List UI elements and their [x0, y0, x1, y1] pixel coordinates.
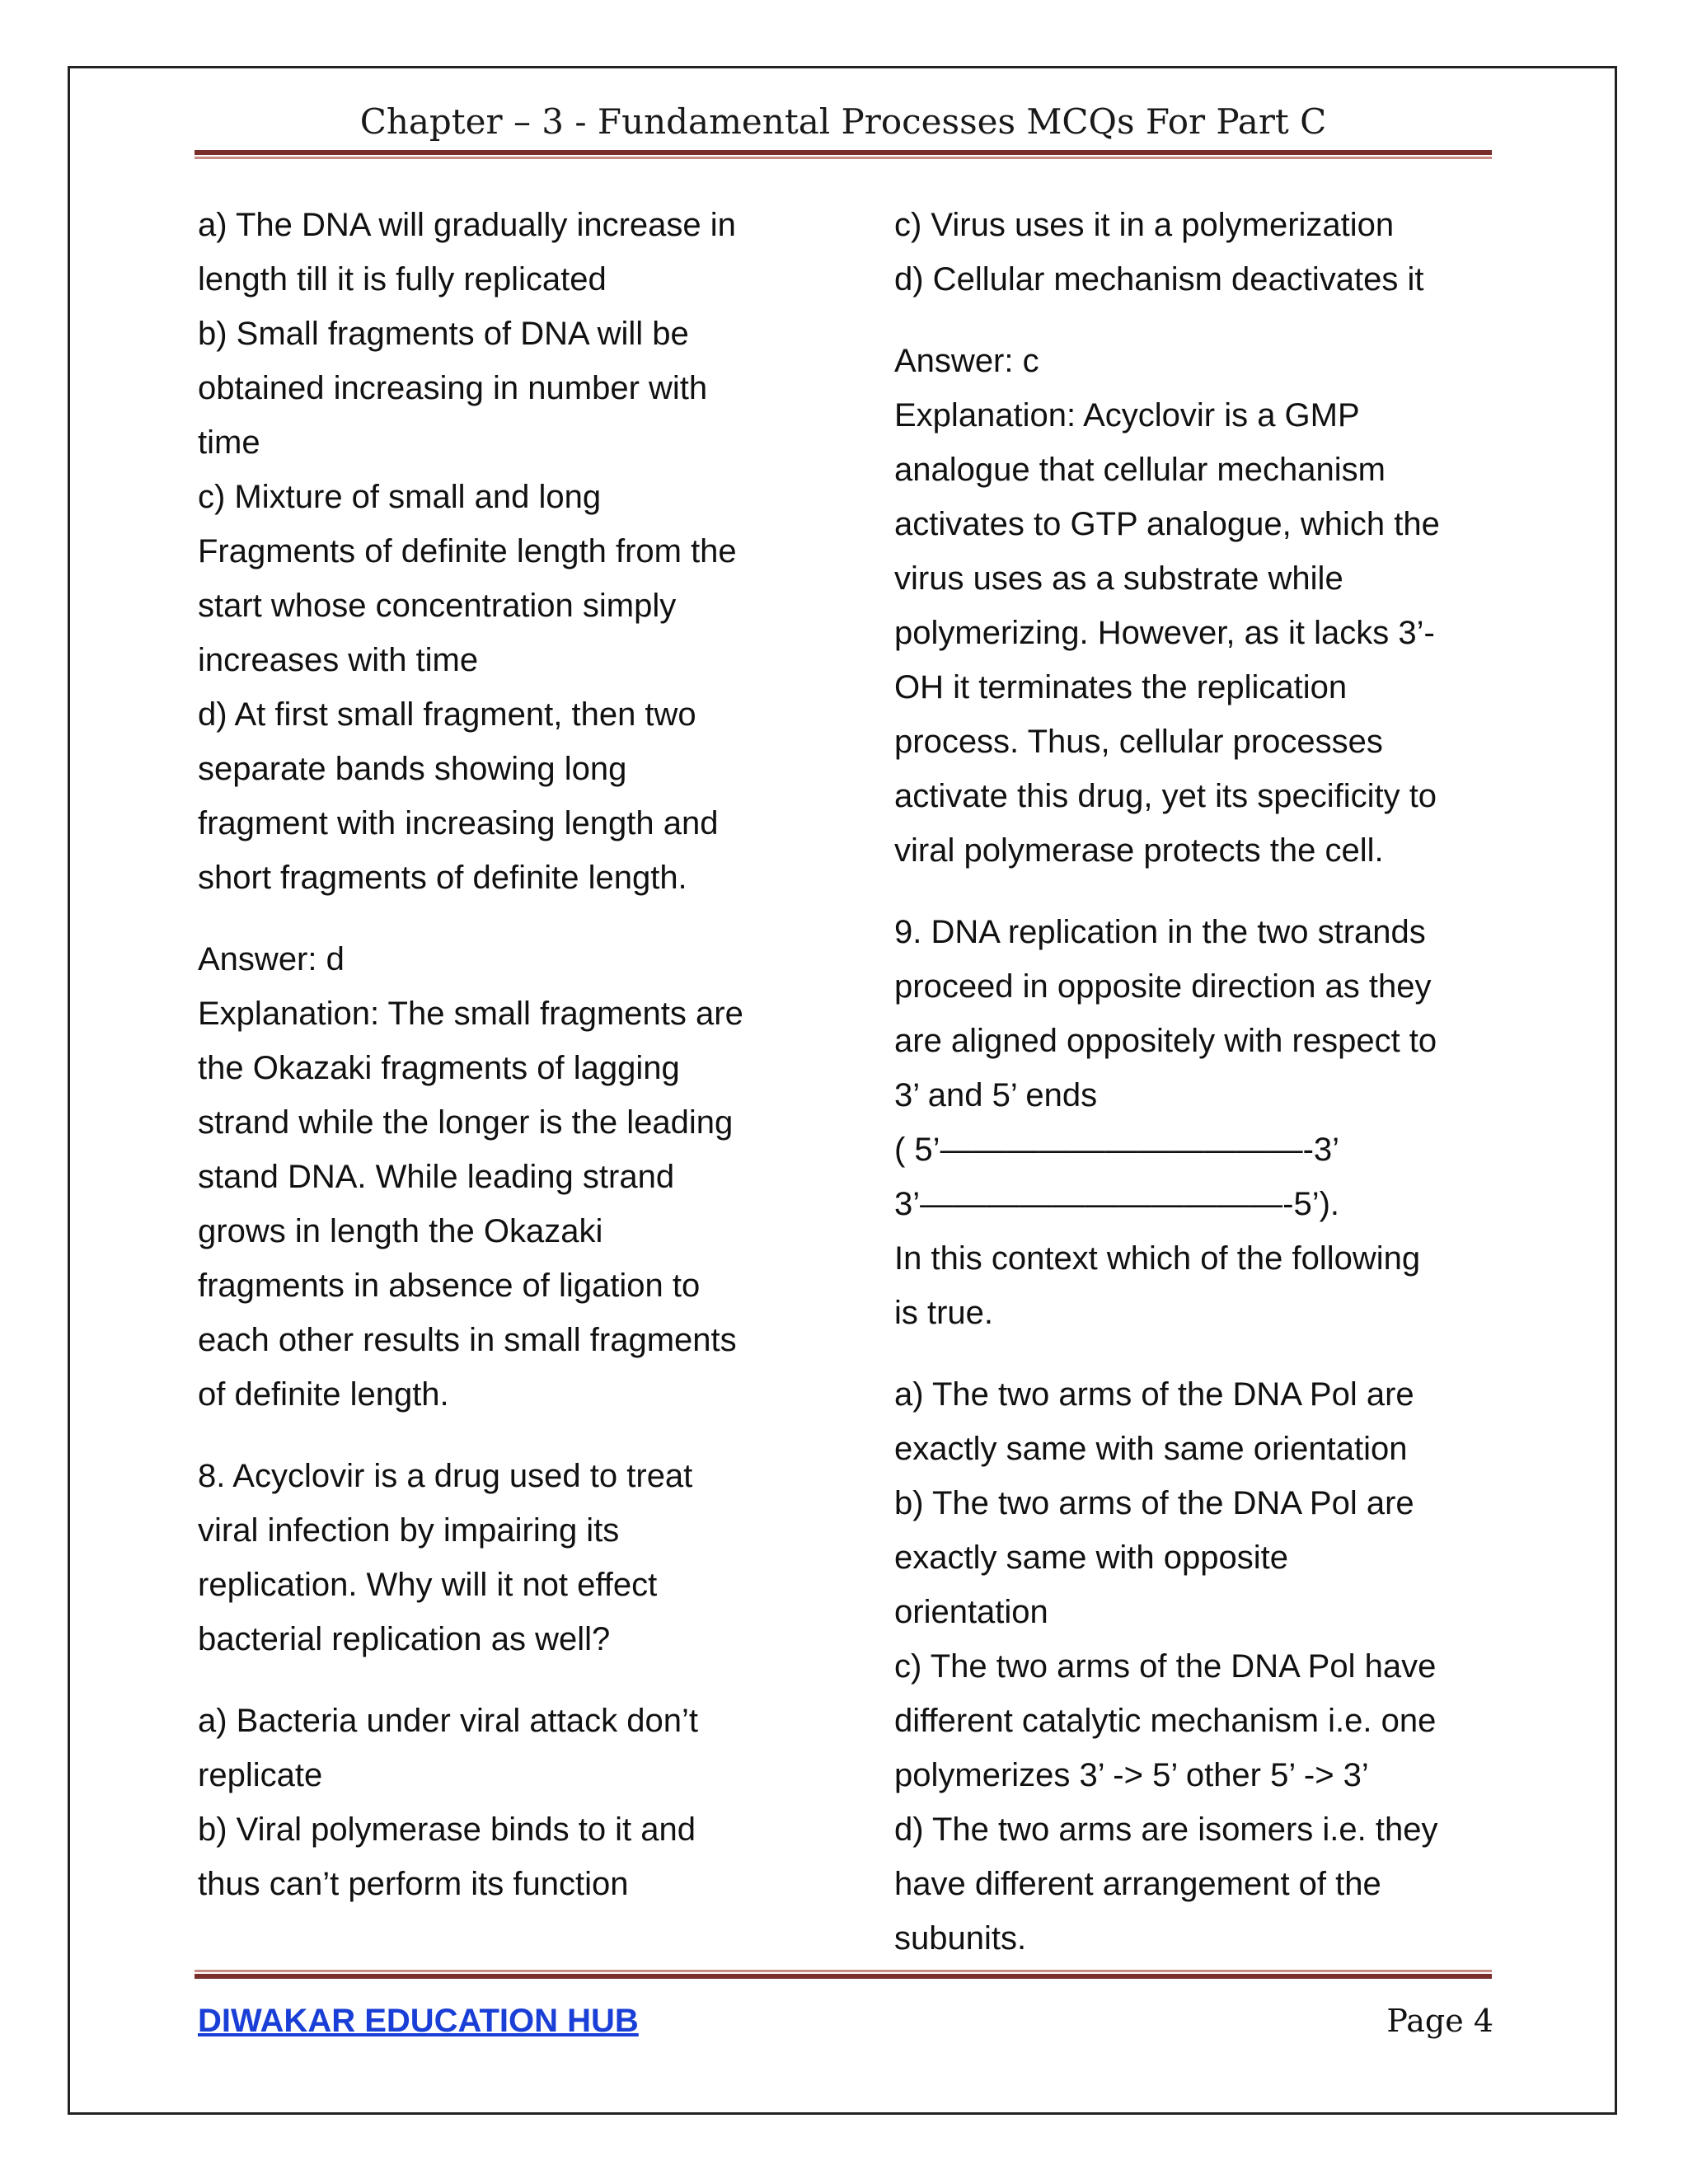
left-column-text-line: bacterial replication as well?	[198, 1621, 611, 1657]
right-column-text-line: a) The two arms of the DNA Pol are	[894, 1376, 1414, 1413]
right-column-text-line: 3’———————————-5’).	[894, 1186, 1340, 1222]
right-column-text-line: c) The two arms of the DNA Pol have	[894, 1648, 1437, 1685]
left-column	[198, 198, 808, 1911]
left-column-text-line: the Okazaki fragments of lagging	[198, 1050, 680, 1086]
right-column-text-line: 9. DNA replication in the two strands	[894, 914, 1426, 950]
left-column-text-line: strand while the longer is the leading	[198, 1104, 734, 1141]
left-column-text-line: thus can’t perform its function	[198, 1866, 629, 1902]
footer-rule-light	[195, 1970, 1492, 1972]
paragraph-gap	[198, 1666, 808, 1694]
left-column-text-line: a) The DNA will gradually increase in	[198, 207, 736, 243]
footer-rule-dark	[195, 1974, 1492, 1979]
left-column-text-line: separate bands showing long	[198, 751, 627, 787]
left-column-text-line: replication. Why will it not effect	[198, 1567, 658, 1603]
header-rule-light	[195, 157, 1492, 159]
right-column-text-line: process. Thus, cellular processes	[894, 724, 1383, 760]
right-column-text-line: c) Virus uses it in a polymerization	[894, 207, 1395, 243]
left-column-paragraph	[198, 932, 808, 1422]
right-column-text-line: proceed in opposite direction as they	[894, 968, 1432, 1005]
left-column-text-line: c) Mixture of small and long	[198, 479, 602, 515]
header-rule-dark	[195, 150, 1492, 155]
left-column-text-line: viral infection by impairing its	[198, 1512, 620, 1549]
paragraph-gap	[198, 1422, 808, 1449]
right-column-paragraph	[894, 905, 1496, 1340]
left-column-text-line: start whose concentration simply	[198, 588, 677, 624]
left-column-paragraph	[198, 1449, 808, 1666]
left-column-text-line: of definite length.	[198, 1376, 449, 1413]
left-column-paragraph	[198, 1694, 808, 1911]
left-column-text-line: each other results in small fragments	[198, 1322, 737, 1358]
right-column-text-line: activate this drug, yet its specificity to	[894, 778, 1437, 814]
left-column-text-line: 8. Acyclovir is a drug used to treat	[198, 1458, 693, 1494]
right-column-text-line: b) The two arms of the DNA Pol are	[894, 1485, 1414, 1521]
right-column-text-line: polymerizes 3’ -> 5’ other 5’ -> 3’	[894, 1757, 1369, 1793]
right-column-text-line: subunits.	[894, 1920, 1027, 1957]
left-column-text-line: b) Small fragments of DNA will be	[198, 316, 689, 352]
right-column-text-line: are aligned oppositely with respect to	[894, 1023, 1437, 1059]
right-column-text-line: In this context which of the following	[894, 1240, 1421, 1277]
right-column-text-line: have different arrangement of the	[894, 1866, 1381, 1902]
right-column-text-line: virus uses as a substrate while	[894, 560, 1343, 597]
left-column-text-line: b) Viral polymerase binds to it and	[198, 1811, 696, 1848]
right-column-text-line: orientation	[894, 1594, 1048, 1630]
left-column-text-line: length till it is fully replicated	[198, 261, 607, 298]
right-column-text-line: d) The two arms are isomers i.e. they	[894, 1811, 1438, 1848]
right-column-text-line: activates to GTP analogue, which the	[894, 506, 1440, 542]
paragraph-gap	[894, 878, 1496, 905]
left-column-text-line: obtained increasing in number with	[198, 370, 708, 406]
right-column-text-line: Answer: c	[894, 343, 1039, 379]
right-column-text-line: is true.	[894, 1295, 994, 1331]
left-column-text-line: stand DNA. While leading strand	[198, 1159, 675, 1195]
right-column-text-line: ( 5’———————————-3’	[894, 1132, 1340, 1168]
left-column-text-line: short fragments of definite length.	[198, 860, 687, 896]
right-column-text-line: exactly same with opposite	[894, 1540, 1289, 1576]
footer-brand-link[interactable]: DIWAKAR EDUCATION HUB	[198, 2003, 639, 2039]
right-column-text-line: analogue that cellular mechanism	[894, 452, 1386, 488]
paragraph-gap	[198, 905, 808, 932]
right-column-text-line: polymerizing. However, as it lacks 3’-	[894, 615, 1435, 651]
right-column-paragraph	[894, 198, 1496, 307]
left-column-text-line: Fragments of definite length from the	[198, 533, 737, 569]
paragraph-gap	[894, 307, 1496, 334]
left-column-text-line: Explanation: The small fragments are	[198, 996, 743, 1032]
left-column-text-line: d) At first small fragment, then two	[198, 696, 696, 733]
right-column-text-line: different catalytic mechanism i.e. one	[894, 1703, 1437, 1739]
right-column	[894, 198, 1496, 1966]
left-column-text-line: a) Bacteria under viral attack don’t	[198, 1703, 698, 1739]
right-column-text-line: 3’ and 5’ ends	[894, 1077, 1098, 1113]
left-column-paragraph	[198, 198, 808, 905]
right-column-paragraph	[894, 1367, 1496, 1966]
right-column-text-line: OH it terminates the replication	[894, 669, 1348, 705]
right-column-text-line: viral polymerase protects the cell.	[894, 832, 1384, 869]
left-column-text-line: fragments in absence of ligation to	[198, 1268, 701, 1304]
page-header-title: Chapter – 3 - Fundamental Processes MCQs For Part C	[359, 101, 1327, 142]
page-number: Page 4	[1386, 2003, 1493, 2039]
right-column-text-line: exactly same with same orientation	[894, 1431, 1408, 1467]
left-column-text-line: Answer: d	[198, 941, 345, 977]
right-column-text-line: Explanation: Acyclovir is a GMP	[894, 397, 1360, 434]
left-column-text-line: grows in length the Okazaki	[198, 1213, 603, 1249]
paragraph-gap	[894, 1340, 1496, 1367]
left-column-text-line: replicate	[198, 1757, 323, 1793]
right-column-text-line: d) Cellular mechanism deactivates it	[894, 261, 1424, 298]
left-column-text-line: time	[198, 424, 260, 461]
left-column-text-line: increases with time	[198, 642, 479, 678]
right-column-paragraph	[894, 334, 1496, 878]
left-column-text-line: fragment with increasing length and	[198, 805, 719, 841]
